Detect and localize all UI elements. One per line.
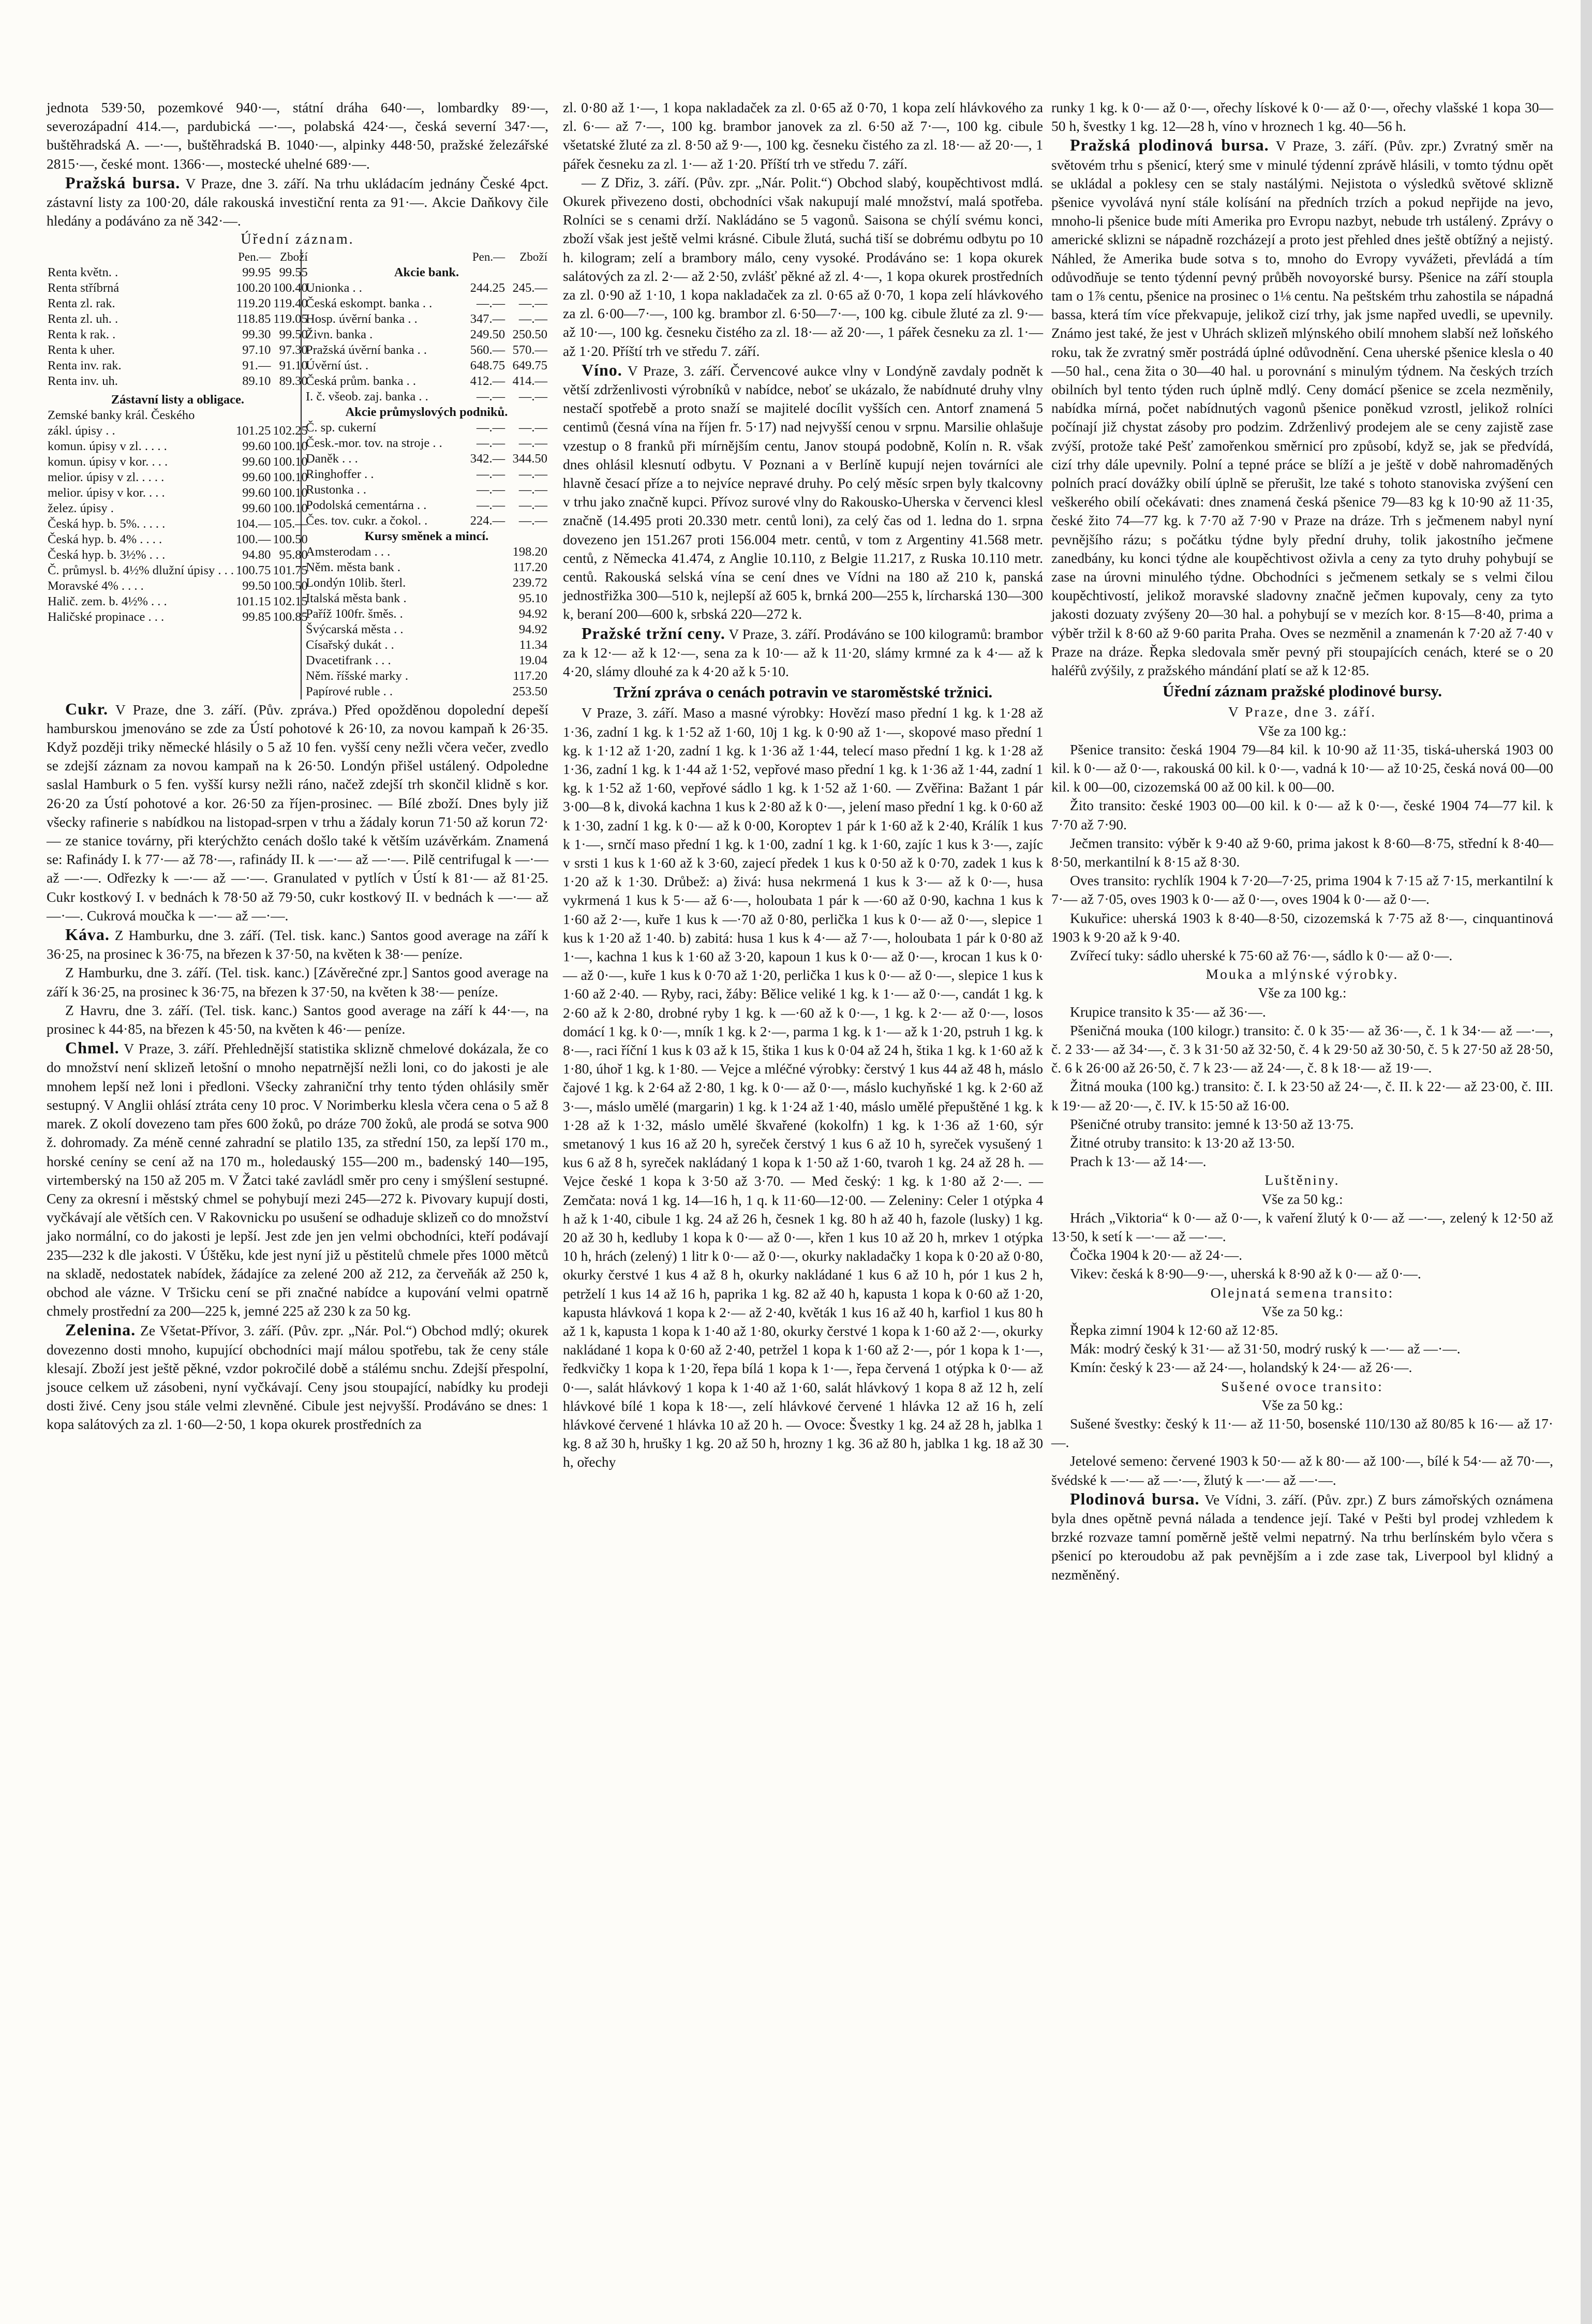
- row-label: Hosp. úvěrní banka . .: [306, 311, 418, 326]
- row-value: 91.10: [279, 358, 308, 373]
- row-value: 100.10: [273, 439, 308, 453]
- row-value: 99.60: [242, 485, 271, 500]
- zastavni-list-row: [47, 563, 309, 578]
- renta-row: [47, 280, 309, 296]
- zaznam-lines: [1051, 740, 1553, 965]
- kurs-row: [305, 668, 548, 684]
- row-label: Londýn 10lib. šterl.: [306, 575, 406, 590]
- row-value: 244.25: [470, 280, 505, 295]
- row-value: 100.50: [273, 578, 308, 593]
- zastavni-list-row: [47, 501, 309, 516]
- zaznam-plodinove-title: Úřední záznam pražské plodinové bursy.: [1163, 682, 1442, 701]
- price-line: Oves transito: rychlík 1904 k 7·20—7·25, prima 1904 k 7·15 až 7·15, merkantilní k 7·— až 7·05, oves 1903 k 0·— až 0·—, oves 1904 k 0·— až 0·—.: [1051, 872, 1553, 907]
- plodinova-bursa-heading: Pražská plodinová bursa.: [1070, 136, 1269, 155]
- row-value: 100.85: [273, 609, 308, 624]
- row-value: 102.25: [273, 423, 308, 438]
- right-stock-table: [302, 249, 548, 699]
- row-value: 89.10: [242, 374, 271, 388]
- lusteniny-title: Luštěniny.: [1264, 1172, 1340, 1188]
- row-label: Česk.-mor. tov. na stroje . .: [306, 436, 442, 450]
- price-line: Hrách „Viktoria“ k 0·— až 0·—, k vaření žlutý k 0·— až —·—, zelený k 12·50 až 13·50, k setí k —·— až —·—.: [1051, 1209, 1553, 1244]
- lusteniny-unit: Vše za 50 kg.:: [1261, 1190, 1343, 1207]
- row-value: —.—: [518, 389, 547, 404]
- row-label: Dvacetifrank . . .: [306, 653, 391, 667]
- price-line: Krupice transito k 35·— až 36·—.: [1070, 1003, 1266, 1020]
- row-label: komun. úpisy v zl. . . . .: [48, 439, 167, 453]
- akcie-prumysl-row: [305, 467, 548, 482]
- row-value: 342.—: [470, 451, 505, 466]
- row-label: Něm. města bank .: [306, 560, 401, 574]
- zastavni-list-row: [47, 423, 309, 439]
- trzni-ceny-heading: Pražské tržní ceny.: [582, 623, 725, 643]
- row-label: Podolská cementárna . .: [306, 498, 427, 512]
- market-heading: Zelenina.: [65, 1320, 136, 1339]
- price-line: Pšeničné otruby transito: jemné k 13·50 až 13·75.: [1070, 1115, 1354, 1132]
- row-value: 649.75: [512, 358, 547, 373]
- price-line: Kmín: český k 23·— až 24·—, holandský k 24·— až 26·—.: [1070, 1359, 1412, 1376]
- market-text: Z Havru, dne 3. září. (Tel. tisk. kanc.) Santos good average na září k 44·—, na prosinec k 44·85, na březen k 45·50, na květen k 46·— peníze.: [47, 1002, 548, 1037]
- akcie-prumysl-row: [305, 420, 548, 436]
- zastavni-list-row: [47, 609, 309, 625]
- market-text: Ze Všetat-Přívor, 3. září. (Pův. zpr. „Nár. Pol.“) Obchod mdlý; okurek dovezenno dosti mnoho, kupující obchodníci mají málou spotřebu, tak že ceny stále klesají. Zboží jest ještě pěkné, vzdor pokročilé době a stálému snchu. Zdejší přespolní, jsouce celkem už zásobeni, nyní vyčkávají. Ceny jsou stoupající, nabídky ku prodeji dosti živé. Ceny jsou stále velmi zlevněné. Cibule jest nejvyšší. Prodáváno se dnes: 1 kopa salátových za zl. 1·60—2·50, 1 kopa okurek prostředních za: [47, 1322, 548, 1433]
- left-stock-table: [47, 249, 308, 699]
- row-value: 89.30: [279, 374, 308, 388]
- row-label: Úvěrní úst. .: [306, 358, 369, 373]
- row-value: 100.40: [273, 280, 308, 295]
- viden-paragraph: [1051, 1489, 1553, 1584]
- kurs-row: [305, 606, 548, 622]
- row-value: 119.20: [236, 296, 271, 310]
- row-value: 91.—: [242, 358, 271, 373]
- row-value: —.—: [518, 296, 547, 310]
- row-value: —.—: [518, 513, 547, 528]
- row-label: Česká hyp. b. 4% . . . .: [48, 532, 162, 546]
- market-paragraph: [47, 699, 548, 925]
- prazska-bursa-text: V Praze, dne 3. září. Na trhu ukládacím jednány České 4pct. zástavní listy za 100·20, dále rakouská investiční renta za 91·—. Akcie Daňkovy čile hledány a podáváno za ně 342·—.: [47, 175, 548, 229]
- row-label: Česká hyp. b. 3½% . . .: [48, 547, 166, 562]
- akcie-bank-row: [305, 342, 548, 358]
- row-label: Rustonka . .: [306, 482, 367, 497]
- row-label: Švýcarská města . .: [306, 622, 404, 636]
- row-value: [235, 408, 272, 423]
- row-value: 102.15: [273, 594, 308, 608]
- row-value: 414.—: [512, 374, 547, 388]
- row-label: Renta stříbrná: [48, 280, 120, 295]
- row-value: —.—: [476, 389, 505, 404]
- row-label: Zemské banky král. Českého: [48, 408, 195, 422]
- ovoce-lines: [1051, 1414, 1553, 1489]
- renta-row: [47, 311, 309, 327]
- zastavni-list-row: [47, 547, 309, 563]
- row-value: —.—: [476, 296, 505, 310]
- row-label: Renta zl. uh. .: [48, 311, 118, 326]
- row-value: 101.75: [273, 563, 308, 577]
- trzni-ceny-paragraph: [563, 624, 1043, 681]
- akcie-bank-row: [305, 374, 548, 389]
- price-line: Pšeničná mouka (100 kilogr.) transito: č. 0 k 35·— až 36·—, č. 1 k 34·— až —·—, č. 2 33·— až 34·—, č. 3 k 31·50 až 32·50, č. 4 k 29·50 až 30·50, č. 5 k 27·50 až 28·50, č. 6 k 26·00 až 26·50, č. 7 k 23·— až 24·—, č. 8 k 18·— až 19·—.: [1051, 1022, 1553, 1076]
- mouka-unit: Vše za 100 kg.:: [1258, 985, 1347, 1001]
- row-value: 648.75: [470, 358, 505, 373]
- row-value: —.—: [518, 420, 547, 435]
- prazska-bursa-heading: Pražská bursa.: [65, 173, 181, 192]
- price-line: Kukuřice: uherská 1903 k 8·40—8·50, cizozemská k 7·75 až 8·—, cinquantinová 1903 k 9·20 až k 9·40.: [1051, 910, 1553, 945]
- row-value: 100.20: [236, 280, 271, 295]
- price-line: Sušené švestky: český k 11·— až 11·50, bosenské 110/130 až 80/85 k 16·— až 17·—.: [1051, 1416, 1553, 1451]
- akcie-prumysl-row: [305, 451, 548, 467]
- trzni-ceny-text: V Praze, 3. září. Prodáváno se 100 kilogramů: brambor za k 12·— až k 12·—, sena za k 10·— až k 11·20, slámy krmné za k 4·— až k 4·20, slámy dlouhé za k 4·20 až k 5·10.: [563, 625, 1044, 680]
- row-label: Renta květn. .: [48, 265, 118, 279]
- row-value: 250.50: [512, 327, 547, 341]
- row-value: 198.20: [512, 544, 547, 559]
- row-value: 99.50: [279, 327, 308, 341]
- row-value: 224.—: [470, 513, 505, 528]
- row-value: 94.92: [518, 622, 547, 636]
- akcie-bank-heading: Akcie bank.: [394, 265, 459, 279]
- zastavni-list-row: [47, 594, 309, 609]
- market-text: Z Hamburku, dne 3. září. (Tel. tisk. kanc.) Santos good average na září k 36·25, na prosinec k 36·75, na březen k 37·50, na květen k 38·— peníze.: [47, 927, 549, 962]
- col1-paragraphs: [47, 699, 548, 1434]
- row-label: Ringhoffer . .: [306, 467, 374, 481]
- row-value: —.—: [518, 482, 547, 497]
- price-line: Mák: modrý český k 31·— až 31·50, modrý ruský k —·— až —·—.: [1070, 1340, 1461, 1357]
- renta-row: [47, 358, 309, 374]
- row-value: 117.20: [513, 560, 547, 574]
- row-label: Papírové ruble . .: [306, 684, 393, 698]
- market-text: Z Hamburku, dne 3. září. (Tel. tisk. kanc.) [Závěrečné zpr.] Santos good average na září k 36·25, na prosinec k 36·75, na březen k 37·50, na květen k 38·— peníze.: [47, 964, 548, 1000]
- driz-paragraph: — Z Dřiz, 3. září. (Pův. zpr. „Nár. Polit.“) Obchod slabý, koupěchtivost mdlá. Okurek přivezeno dosti, obchodníci však nakupují malé množství, malá spotřeba. Rolníci se s cenami drží. Nakládáno se 5 vagonů. Saisona se chýlí svému konci, zboží však jest ještě velmi krásné. Cibule žlutá, suchá tiší se dobrému odbytu po 10 h. kilogram; zelí a brambory málo, ceny vysoké. Prodáváno se: 1 kopa okurek salátových za zl. 2·— až 2·50, zvlášť pěkné až zl. 4·—, 1 kopa okurek prostředních za zl. 0·90 až 1·10, 1 kopa nakladaček za zl. 0·65 až 0·70, 1 kopa zelí hlávkového za zl. 6·00—7·—, 100 kg. brambor zl. 6·50—7·—, 100 kg. cibule žluté za zl. 9·— až 10·—, 100 kg. česneku čistého za zl. 18·— až 20·—, 1 pářek česneku za zl. 1·— až 1·20. Příští trh ve středu 7. září.: [563, 174, 1043, 359]
- row-label: I. č. všeob. zaj. banka . .: [306, 389, 428, 404]
- row-value: 97.30: [279, 342, 308, 357]
- row-value: —.—: [518, 436, 547, 450]
- kursy-smenek-heading: Kursy směnek a mincí.: [364, 529, 489, 543]
- zastavni-list-row: [47, 439, 309, 454]
- row-label: Italská města bank .: [306, 591, 407, 605]
- row-value: 95.10: [518, 591, 547, 605]
- zastavni-list-row: [47, 532, 309, 547]
- kurs-row: [305, 684, 548, 699]
- akcie-bank-row: [305, 389, 548, 405]
- row-label: zákl. úpisy . .: [48, 423, 115, 438]
- row-label: Pražská úvěrní banka . .: [306, 342, 427, 357]
- market-heading: Chmel.: [65, 1038, 120, 1057]
- market-heading: Cukr.: [65, 699, 108, 718]
- price-line: Ječmen transito: výběr k 9·40 až 9·60, prima jakost k 8·60—8·75, střední k 8·40—8·50, merkantilní k 8·15 až 8·30.: [1051, 835, 1553, 870]
- price-line: Žitná mouka (100 kg.) transito: č. I. k 23·50 až 24·—, č. II. k 22·— až 23·00, č. III. k 19·— až 20·—, č. IV. k 15·50 až 16·00.: [1051, 1078, 1553, 1113]
- row-value: 99.85: [242, 609, 271, 624]
- kurs-row: [305, 575, 548, 591]
- row-label: Paříž 100fr. šměs. .: [306, 606, 403, 621]
- scan-edge: [1581, 0, 1592, 2324]
- row-label: Amsterodam . . .: [306, 544, 391, 559]
- row-value: —.—: [476, 498, 505, 512]
- akcie-bank-row: [305, 358, 548, 374]
- row-value: 99.60: [242, 454, 271, 469]
- row-label: Něm. říšské marky .: [306, 668, 408, 683]
- row-label: komun. úpisy v kor. . . .: [48, 454, 168, 469]
- col1-intro: jednota 539·50, pozemkové 940·—, státní dráha 640·—, lombardky 89·—, severozápadní 414.—, pardubická —·—, polabská 424·—, česká severní 347·—, buštěhradská A. —·—, buštěhradská B. 1040·—, alpinky 448·50, pražské železářské 2815·—, české mont. 1366·—, mostecké uhelné 689·—.: [47, 99, 548, 172]
- row-label: Renta inv. uh.: [48, 374, 118, 388]
- renta-row: [47, 342, 309, 358]
- akcie-bank-row: [305, 296, 548, 311]
- price-line: Vikev: česká k 8·90—9·—, uherská k 8·90 až k 0·— až 0·—.: [1070, 1265, 1421, 1282]
- row-value: 11.34: [519, 637, 547, 652]
- viden-text: Ve Vídni, 3. září. (Pův. zpr.) Z burs zámořských oznámena byla dnes opětně pevná nálada a tendence její. Také v Pešti byl prodej vzhledem k brzké rozvaze tamní poměrně ještě velmi nepatrný. Na trhu berlínském bylo včera s pšenicí po kteroudobu až pak pevnějším a i zde zase tak, Liverpool byl klidný a nezměněný.: [1051, 1491, 1554, 1583]
- row-value: 99.95: [242, 265, 271, 279]
- row-label: Č. sp. cukerní: [306, 420, 377, 435]
- row-label: melior. úpisy v kor. . . .: [48, 485, 165, 500]
- ovoce-title: Sušené ovoce transito:: [1221, 1378, 1383, 1394]
- olej-unit: Vše za 50 kg.:: [1261, 1303, 1343, 1319]
- row-value: —.—: [518, 467, 547, 481]
- row-label: Renta k uher.: [48, 342, 115, 357]
- akcie-bank-row: [305, 311, 548, 327]
- trzni-zprava-title: Tržní zpráva o cenách potravin ve staroměstské tržnici.: [613, 683, 993, 702]
- akcie-prumysl-row: [305, 498, 548, 513]
- price-line: Řepka zimní 1904 k 12·60 až 12·85.: [1070, 1322, 1278, 1338]
- column-3: [1051, 98, 1553, 1584]
- akcie-prumysl-row: [305, 436, 548, 451]
- kurs-row: [305, 591, 548, 606]
- zaznam-date: V Praze, dne 3. září.: [1228, 704, 1377, 720]
- viden-heading: Plodinová bursa.: [1070, 1489, 1200, 1508]
- zaznam-unit: Vše za 100 kg.:: [1258, 722, 1347, 739]
- col2-intro: zl. 0·80 až 1·—, 1 kopa nakladaček za zl. 0·65 až 0·70, 1 kopa zelí hlávkového za zl. 6·— až 7·—, 100 kg. brambor janovek za zl. 6·50 až 7·—, 100 kg. cibule všetatské žluté za zl. 8·50 až 9·—, 100 kg. česneku čistého za zl. 18·— až 20·—, 1 pářek česneku za zl. 1·— až 1·20. Příští trh ve středu 7. září.: [563, 99, 1043, 172]
- zastavni-list-row: [47, 408, 309, 423]
- row-label: Živn. banka .: [306, 327, 373, 341]
- olej-lines: [1051, 1321, 1553, 1377]
- row-value: 101.25: [236, 423, 271, 438]
- row-value: 100.10: [273, 454, 308, 469]
- row-value: 119.40: [273, 296, 308, 310]
- row-value: 100.10: [273, 485, 308, 500]
- column-2: [563, 98, 1043, 1472]
- renta-row: [47, 374, 309, 389]
- row-value: 245.—: [512, 280, 547, 295]
- row-value: 105.—: [273, 516, 308, 531]
- mouka-title: Mouka a mlýnské výrobky.: [1206, 966, 1399, 982]
- row-value: 95.80: [279, 547, 308, 562]
- row-value: —.—: [518, 498, 547, 512]
- market-paragraph: [47, 925, 548, 963]
- row-label: melior. úpisy v zl. . . . .: [48, 470, 165, 484]
- market-text: V Praze, 3. září. Přehlednější statistika sklizně chmelové dokázala, že co do množství není sklizeň letošní o mnoho nepatrnější nežli loni, co do jakosti je ale mnohem lepší než loni i předloni. Všecky zahraniční trhy tento týden ohlásily směr sestupný. V Anglii ohlásí ztráta ceny 10 proc. V Norimberku klesla včera cena o 5 až 8 marek. Z okolí dovezeno tam přes 600 žoků, po dráze 700 žoků, ale prodá se sotva 900 ž. dohromady. Za méně cenné zahradní se platilo 135, za střední 150, za lepší 170 m., horské ceníny se cení až na 170 m., holedauský 155—200 m., badenský 140—195, virtemberský na 150 až 205 m. V Žatci také zavládl směr pro ceny i smýšlení sestupné. Ceny za okresní i městský chmel se pohybují mezi 245—272 k. Pivovary kupují dosti, vyčkávají ale větších cen. V Rakovnicku po usušení se odhaduje sklizeň co do množství jako normální, co do jakosti je lepší. Jest zde jen jen velmi obchodníci, kteří podávají 235—232 k dle jakosti. V Úštěku, kde jest nyní již u pěstitelů chmele přes 1000 mětců na skladě, nedostatek nabídek, žádajíce za zelené 200 až 212, za červeňák až 250 k, obchod ale vázne. V Tršicku cení se při značné nabídce a kupování velmi opatrně chmely prostřední za 200—225 k, jemné 225 až 230 k za 50 kg.: [47, 1040, 548, 1319]
- akcie-bank-row: [305, 280, 548, 296]
- row-value: 412.—: [470, 374, 505, 388]
- plodinova-bursa-paragraph: [1051, 136, 1553, 680]
- kurs-row: [305, 637, 548, 653]
- row-value: 101.15: [236, 594, 271, 608]
- row-label: Renta zl. rak.: [48, 296, 115, 310]
- row-value: 347.—: [470, 311, 505, 326]
- olej-title: Olejnatá semena transito:: [1210, 1284, 1394, 1301]
- market-paragraph: [47, 1001, 548, 1038]
- stock-tables: [47, 249, 548, 699]
- kurs-row: [305, 622, 548, 637]
- row-value: 99.60: [242, 470, 271, 484]
- row-label: Moravské 4% . . . .: [48, 578, 144, 593]
- left-head-zbozi: Zboží: [280, 250, 308, 263]
- ovoce-unit: Vše za 50 kg.:: [1261, 1396, 1343, 1413]
- price-line: Jetelové semeno: červené 1903 k 50·— až k 80·— až 100·—, bílé k 54·— až 70·—, švédské k —·— až —·—, žlutý k —·— až —·—.: [1051, 1453, 1553, 1488]
- market-text: V Praze, dne 3. září. (Pův. zpráva.) Před opožděnou dopolední depeší hamburskou jmenováno se zde za Ústí pohotové k 26·10, za novou kampaň k 26·35. Když později triky německé hlásily o 5 až 10 fen. vyšší ceny nežli včera večer, zvedlo se zdejší záznam za novou kampaň na k 26·50. Londýn přišel ustálený. Odpoledne saslal Hamburk o 5 fen. vyšší kursy nežli ráno, načež zdejší trh skončil klidně s kor. 26·20 za Ústí pohotové a kor. 26·50 za říjen-prosinec. — Bílé zboží. Dnes byly již všecky rafinerie s nabídkou na listopad-srpen v trhu a žádaly korun 71·50 až korun 72·— ze stanice továrny, při kterýchžto cenách došlo také k větším uzávěrkám. Znamená se: Rafinády I. k 77·— až 78·—, rafinády II. k —·— až —·—. Pilě centrifugal k —·— až —·—. Odřezky k —·— až —·—. Granulated v pytlích v Ústí k 81·— až 81·25. Cukr kostkový I. v bednách k 78·50 až 79·50, cukr kostkový II. v bednách k —·— až —·—. Cukrová moučka k —·— až —·—.: [47, 701, 548, 923]
- kurs-row: [305, 653, 548, 668]
- row-value: —.—: [476, 420, 505, 435]
- price-line: Zvířecí tuky: sádlo uherské k 75·60 až 76·—, sádlo k 0·— až 0·—.: [1070, 947, 1453, 963]
- row-value: 100.10: [273, 470, 308, 484]
- zastavni-list-row: [47, 470, 309, 485]
- row-value: 19.04: [518, 653, 547, 667]
- zastavni-list-row: [47, 516, 309, 532]
- row-value: 104.—: [236, 516, 271, 531]
- prazska-bursa-paragraph: [47, 173, 548, 231]
- market-heading: Káva.: [65, 925, 110, 944]
- row-label: Daněk . . .: [306, 451, 358, 466]
- zastavni-list-row: [47, 454, 309, 470]
- row-value: —.—: [476, 436, 505, 450]
- zastavni-list-row: [47, 485, 309, 501]
- market-paragraph: [47, 1038, 548, 1320]
- row-value: 99.60: [242, 439, 271, 453]
- row-label: Č. průmysl. b. 4½% dlužní úpisy . . .: [48, 563, 234, 577]
- row-value: 253.50: [512, 684, 547, 698]
- row-value: —.—: [476, 482, 505, 497]
- row-value: 249.50: [470, 327, 505, 341]
- renta-row: [47, 265, 309, 280]
- right-head-pen: Pen.—: [472, 250, 505, 263]
- row-value: —.—: [518, 311, 547, 326]
- row-value: 100.75: [236, 563, 271, 577]
- row-value: 117.20: [513, 668, 547, 683]
- vino-paragraph: [563, 361, 1043, 624]
- row-label: Čes. tov. cukr. a čokol. .: [306, 513, 428, 528]
- row-label: Císařský dukát . .: [306, 637, 394, 652]
- row-value: 344.50: [512, 451, 547, 466]
- vino-heading: Víno.: [582, 360, 622, 379]
- vino-text: V Praze, 3. září. Červencové aukce vlny v Londýně zavdaly podnět k větší zdrženlivosti výrobníků v nabídce, neboť se ukázalo, že nabídnuté druhy vlny nestačí spotřebě a proto snaží se majitelé docílit vyšších cen. Antorf znamená 5 centimů (česná vína na říjen fr. 5·17) nad nejvyšší cenou v srpnu. Marsilie ohlašuje vzestup o 8 franků při mírnějším centu, Janov stoupá podobně, Kolín n. R. však dnes ohlásil klesnutí odbytu. V Poznani a v Berlíně kupují nejen továrníci ale hlavně česací příze a to nejvíce nepravé druhy. Po celý měsíc srpen byly tkalcovny v trhu jako značně kupci. Přívoz surové vlny do Rakousko-Uherska v červenci klesl značně (14.495 proti 20.330 metr. centů loni), za celý čas od 1. ledna do 1. srpna dovezeno jen 151.267 proti 156.004 metr. centů, v tom z Argentiny 41.568 metr. centů, z Německa 41.474, z Anglie 10.110, z Belgie 11.217, z Ruska 10.110 metr. centů. Rakouská selská vína se cení dnes ve Vídni na 180 až 210 k, panská jednostřižka 300—510 k, nejlepší až 605 k, brnká 200—255 k, lírcharská 130—300 k, beraní 200—600 k, srbská 220—272 k.: [563, 362, 1043, 622]
- row-value: 570.—: [512, 342, 547, 357]
- row-label: Unionka . .: [306, 280, 362, 295]
- zastavni-list-row: [47, 578, 309, 594]
- zastavni-listy-heading: Zástavní listy a obligace.: [111, 392, 245, 407]
- trzni-zprava-text: V Praze, 3. září. Maso a masné výrobky: Hovězí maso přední 1 kg. k 1·28 až 1·36, zadní 1 kg. k 1·52 až 1·60, 10j 1 kg. k 0·90 až 1·—, skopové maso přední 1 kg. k 1·12 až 1·20, zadní 1 kg. k 1·36 až 1·44, telecí maso přední 1 kg. k 1·28 až 1·36, zadní 1 kg. k 1·44 až 1·52, vepřové maso přední 1 kg. k 1·36 až 1·44, zadní 1 kg. k 1·52 až 1·60, vepřové sádlo 1 kg. k 1·52 až 1·60. — Zvěřina: Bažant 1 pár 3·00—8 k, divoká kachna 1 kus k 2·80 až k 0·—, jelení maso přední 1 kg. k 0·60 až k 1·30, zadní 1 kg. k 0·— až k 0·00, Koroptev 1 pár k 1·60 až k 2·40, Králík 1 kus k 1·—, srnčí maso přední 1 kg. k 1·00, zadní 1 kg. k 1·60, zajíc 1 kus k 3·—, zajíc v srsti 1 kus k 1·60 až k 3·60, zajecí předek 1 kus k 0·50 až k 0·70, zadek 1 kus k 1·20 až k 1·30. Drůbež: a) živá: husa nekrmená 1 kus k 3·— až k 0·—, husa vykrmená 1 kus k 5·— až 6·—, holoubata 1 pár k —·60 až 0·90, kachna 1 kus k 1·60 až 2·—, kuře 1 kus k —·70 až 0·80, perlička 1 kus k 0·— až 0·—, slepice 1 kus k 1·20 až 1·40. b) zabitá: husa 1 kus k 4·— až 7·—, holoubata 1 pár k 0·80 až 1·—, kachna 1 kus k 1·60 až 3·20, kapoun 1 kus k 0·— až 0·—, krocan 1 kus k 0·— až 0·—, kuře 1 kus k 0·70 až 1·20, perlička 1 kus k 0·— až 0·—, slepice 1 kus k 1·60 až 2·40. — Ryby, raci, žáby: Bělice veliké 1 kg. k 1·— až 0·—, candát 1 kg. k 2·60 až k 2·80, drobné ryby 1 kg. k —·60 až k 0·—, 1 kg. k 2·— až 0·—, losos domácí 1 kg. k 0·—, mník 1 kg. k 2·—, parma 1 kg. k 1·— až k 1·20, pstruh 1 kg. k 8·—, raci říční 1 kus k 03 až k 15, štika 1 kus k 0·04 až 24 h, štika 1 kg. k 1·60 až k 1·80, úhoř 1 kg. k 1·80. — Vejce a mléčné výrobky: čerstvý 1 kus 44 až 48 h, máslo čajové 1 kg. k 2·64 až 2·80, 1 kg. k 0·— až 0·—, máslo kuchyňské 1 kg. k 2·60 až 3·—, máslo umělé (margarin) 1 kg. k 1·24 až 1·40, máslo umělé přepuštěné 1 kg. k 1·28 až k 1·32, máslo umělé škvařené (kokolfn) 1 kg. k 1·36 až 1·60, sýr smetanový 1 kus 16 až 20 h, syreček čerstvý 1 kus 6 až 10 h, syreček vysušený 1 kus 6 až 8 h, syreček nakládaný 1 kopa k 1·50 až 1·60, tvaroh 1 kg. 24 až 28 h. — Vejce české 1 kopa k 3·50 až 3·70. — Med český: 1 kg. k 1·80 až 2·—. — Zemčata: nová 1 kg. 14—16 h, 1 q. k 11·60—12·00. — Zeleniny: Celer 1 otýpka 4 h až k 1·40, cibule 1 kg. 24 až 26 h, česnek 1 kg. 80 h až 40 h, fazole (lusky) 1 kg. 20 až 30 h, kedluby 1 kopa k 0·— až 0·—, křen 1 kus 10 až 20 h, mrkev 1 otýpka 10 h, hrách (zelený) 1 litr k 0·— až 0·—, okurky nakladačky 1 kopa k 0·20 až 0·80, okurky čerstvé 1 kus 4 až 8 h, okurky nakládané 1 kus 6 až 10 h, pór 1 kus 2 h, petrželí 1 kus 14 až 16 h, paprika 1 kg. 82 až 40 h, kapusta 1 kopa k 0·60 až 1·20, kapusta hlávková 1 kopa k 2·— až 2·40, květák 1 kus 16 až 40 h, karfiol 1 kus 80 h až 1 k, kapusta 1 kopa k 1·40 až 1·80, okurky čerstvé 1 kopa k 1·60 až 2·—, okurky nakládané 1 kopa k 0·60 až 2·40, petržel 1 kopa k 1·60 až 2·—, pór 1 kopa k 1·—, ředkvičky 1 kopa k 1·20, řepa bílá 1 kopa k 1·—, řepa červená 1 otýpka k 0·— až 0·—, salát hlávkový 1 kopa k 1·40 až 1·60, salát hlávkový 1 kopa 8 až 12 h, zelí hlávkové bílé 1 kopa k 18·—, zelí hlávkové červené 1 hlávka 12 až 16 h, zelí hlávkové červené 1 hlávka 10 až 20 h. — Ovoce: Švestky 1 kg. 24 až 28 h, jablka 1 kg. 8 až 30 h, hrušky 1 kg. 20 až 50 h, hrozny 1 kg. 36 až 80 h, jablka 1 kg. 18 až 30 h, ořechy: [563, 705, 1043, 1470]
- akcie-prumysl-row: [305, 513, 548, 529]
- kurs-row: [305, 560, 548, 575]
- row-value: 99.55: [279, 265, 308, 279]
- row-label: Česká prům. banka . .: [306, 374, 416, 388]
- row-value: 99.60: [242, 501, 271, 515]
- kurs-row: [305, 544, 548, 560]
- row-value: 100.10: [273, 501, 308, 515]
- price-line: Žito transito: české 1903 00—00 kil. k 0·— až k 0·—, české 1904 74—77 kil. k 7·70 až 7·90.: [1051, 797, 1553, 832]
- row-value: 239.72: [512, 575, 547, 590]
- renta-row: [47, 296, 309, 311]
- price-line: Pšenice transito: česká 1904 79—84 kil. k 10·90 až 11·35, tiská-uherská 1903 00 kil. k 0·— až 0·—, rakouská 00 kil. k 0·—, vadná k 10·— až 10·25, česká nová 00—00 kil. k 00—00, cizozemská 00 až 00 kil. k 00—00.: [1051, 741, 1553, 795]
- row-value: 100.50: [273, 532, 308, 546]
- price-line: Čočka 1904 k 20·— až 24·—.: [1070, 1247, 1242, 1263]
- akcie-prumysl-row: [305, 482, 548, 498]
- row-value: 94.80: [242, 547, 271, 562]
- row-value: 97.10: [242, 342, 271, 357]
- price-line: Prach k 13·— až 14·—.: [1070, 1153, 1207, 1170]
- right-head-zbozi: Zboží: [519, 250, 547, 263]
- row-value: 100.—: [236, 532, 271, 546]
- market-paragraph: [47, 1320, 548, 1434]
- row-label: želez. úpisy .: [48, 501, 114, 515]
- row-value: 99.50: [242, 578, 271, 593]
- row-value: 94.92: [518, 606, 547, 621]
- row-label: Renta inv. rak.: [48, 358, 122, 373]
- row-label: Halič. zem. b. 4½% . . .: [48, 594, 167, 608]
- renta-row: [47, 327, 309, 342]
- row-value: —.—: [476, 467, 505, 481]
- akcie-bank-row: [305, 327, 548, 342]
- mouka-lines: [1051, 1003, 1553, 1171]
- row-value: 560.—: [470, 342, 505, 357]
- price-line: Žitné otruby transito: k 13·20 až 13·50.: [1070, 1134, 1295, 1151]
- row-value: 119.05: [273, 311, 308, 326]
- row-label: Renta k rak. .: [48, 327, 116, 341]
- row-label: Česká eskompt. banka . .: [306, 296, 433, 310]
- row-label: Haličské propinace . . .: [48, 609, 165, 624]
- akcie-prumyslovych-heading: Akcie průmyslových podniků.: [345, 405, 508, 419]
- left-head-pen: Pen.—: [238, 250, 271, 263]
- plodinova-bursa-text: V Praze, 3. září. (Pův. zpr.) Zvratný směr na světovém trhu s pšenicí, který sme v minulé týdenní zprávě hlásili, v tomto týdnu opět se ukládal a poklesy cen se staly nastálými. Nejistota o výsledků světové sklizně pšenice vyvolává nyní stále kolísání na předních trzích a pokud nepřijde na jevo, mnoho-li pšenice bude míti Amerika pro Evropu nazbyt, nebude trh ustálený. Zprávy o americké sklizni se nápadně rozcházejí a proto jest přehled dnes ještě obtížný a nejistý. Náhled, že Amerika bude sotva s to, mnoho do Evropy vyvážeti, převládá a tím odůvodňuje se tento týdenní pevný průběh novoyorské bursy. Pšenice na září stoupla tam o 1⅞ centu, pšenice na prosinec o 1⅛ centu. Na peštském trhu zahostila se nápadná bassa, která tím více překvapuje, jelikož cizí trhy, jak jsme napřed uvedli, se upevnily. Známo jest také, že jest v Uhrách sklizeň mlýnského obilí mnohem slabší než loňského roku, tak že zvratný směr postrádá úplné odůvodnění. Cena uherské pšenice klesla o 40—50 hal., cena žita o 30—40 hal. u porovnání s minulým týdnem. Na českých trzích obilních byl tento týden ruch úplně mdlý. Ceny domácí pšenice se zcela nezměnily, nabídka mírná, počet nabídnutých vagonů pšenice poněkud vzrostl, jelikož rolníci počínají již chystat zásoby pro podzim. Zdrženlivý prodejem ale se ceny zajistě zase zvýší, protože také Pešť zamořenkou směrnicí pro způsobí, když se, jak se předvídá, cizí trhy dále upevnily. Polní a tepné práce se blíží a je ještě v době nahromaděných polních prací dovážky obilí úplně se přerušit, lze také s tohoto stanoviska zvýšení cen veškerého obilí očekávati: dnes znamená česká pšenice 79—83 kg k 10·90 až 11·35, české žito 74—77 kg. k 7·70 až 7·90 v Praze na dráze. Trh s ječmenem nabyl nyní pevnějšího rázu; s počátku týdne byly přední druhy, tolik jakostního ječmene zanedbány, ku konci týdne ale koupěchtivost oživla a ceny za tyto druhy pohybují se zase na úrovni minulého týdne. Obchodníci s ječmenem setkaly se s velmi čilou koupěchtivostí, jelikož moravské sladovny značně ječmen kupovaly, ceny za tyto jakosti dozuaty zvýšeny 20—30 hal. a pohybují se v mezích kor. 8·15—8·40, prima a výběr tržil k 8·60 až 9·60 parita Praha. Oves se nezměnil a znamenán k 7·20 až 7·40 v Praze na dráze. Řepka sledovala směr pevný při stoupajících cenách, které se o 20 haléřů zvýšily, z pražského mándání platí se až k 12·85.: [1051, 138, 1553, 679]
- col3-intro: runky 1 kg. k 0·— až 0·—, ořechy lískové k 0·— až 0·—, ořechy vlašské 1 kopa 30—50 h, švestky 1 kg. 12—28 h, víno v hroznech 1 kg. 40—56 h.: [1051, 99, 1553, 135]
- market-paragraph: [47, 963, 548, 1001]
- column-1: [47, 98, 548, 1434]
- uredni-zaznam-title: Úřední záznam.: [241, 231, 354, 248]
- row-value: 99.30: [242, 327, 271, 341]
- row-value: 118.85: [236, 311, 271, 326]
- row-label: Česká hyp. b. 5%. . . . .: [48, 516, 166, 531]
- lusteniny-lines: [1051, 1209, 1553, 1284]
